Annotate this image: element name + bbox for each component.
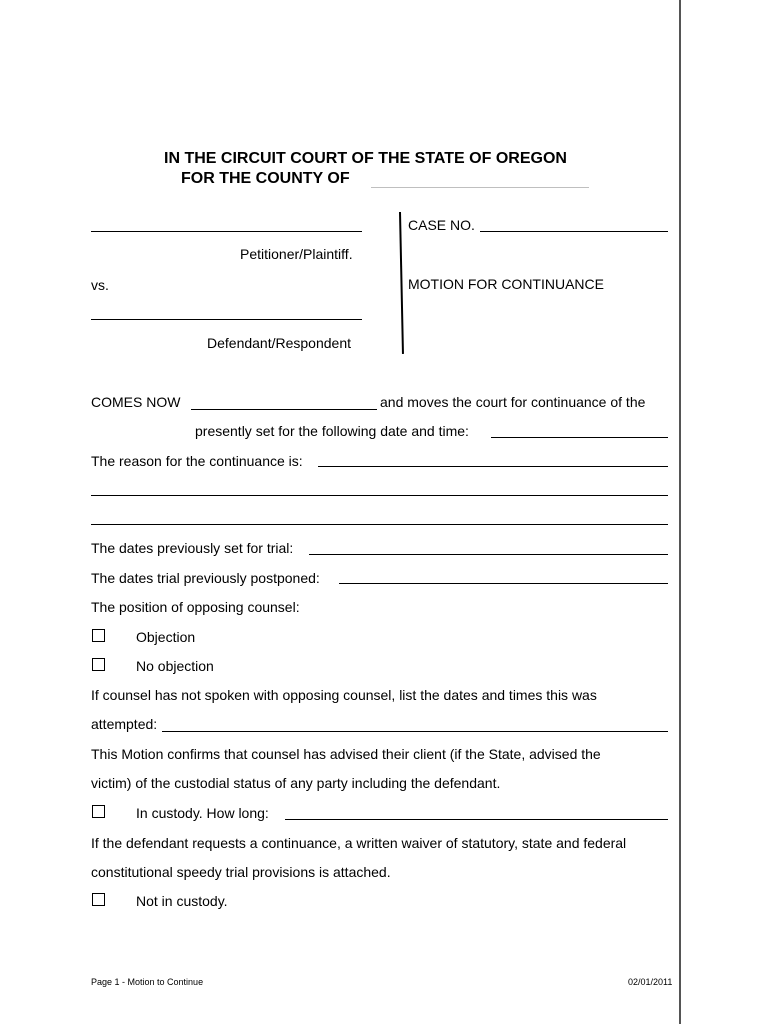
no-objection-checkbox[interactable] xyxy=(92,658,105,671)
footer-date: 02/01/2011 xyxy=(628,977,673,987)
reason-label: The reason for the continuance is: xyxy=(91,453,303,469)
motion-title: MOTION FOR CONTINUANCE xyxy=(408,276,604,292)
postponed-dates-label: The dates trial previously postponed: xyxy=(91,570,320,586)
waiver-text-1: If the defendant requests a continuance, a written waiver of statutory, state and federal xyxy=(91,835,627,851)
court-heading: IN THE CIRCUIT COURT OF THE STATE OF OREGON xyxy=(164,150,567,167)
no-objection-label: No objection xyxy=(136,658,214,674)
caption-divider xyxy=(399,212,403,354)
defendant-field[interactable] xyxy=(91,319,362,320)
footer-page-label: Page 1 - Motion to Continue xyxy=(91,977,204,987)
not-in-custody-checkbox[interactable] xyxy=(92,893,105,906)
in-custody-checkbox[interactable] xyxy=(92,805,105,818)
objection-label: Objection xyxy=(136,629,196,645)
case-no-field[interactable] xyxy=(480,231,668,232)
attempted-label: attempted: xyxy=(91,716,158,732)
not-in-custody-label: Not in custody. xyxy=(136,893,228,909)
not-spoken-text: If counsel has not spoken with opposing counsel, list the dates and times this was xyxy=(91,687,597,703)
confirms-text-1: This Motion confirms that counsel has advised their client (if the State, advised the xyxy=(91,746,601,762)
defendant-label: Defendant/Respondent xyxy=(207,335,351,351)
presently-set-text: presently set for the following date and time: xyxy=(195,423,469,439)
custody-length-field[interactable] xyxy=(285,819,668,820)
date-time-field[interactable] xyxy=(491,437,668,438)
confirms-text-2: victim) of the custodial status of any party including the defendant. xyxy=(91,775,501,791)
county-field[interactable] xyxy=(371,187,589,188)
petitioner-label: Petitioner/Plaintiff. xyxy=(240,246,353,262)
vs-label: vs. xyxy=(91,277,109,293)
moving-party-field[interactable] xyxy=(191,409,377,410)
petitioner-field[interactable] xyxy=(91,231,362,232)
page-edge xyxy=(679,0,681,1024)
waiver-text-2: constitutional speedy trial provisions is attached. xyxy=(91,864,391,880)
county-heading: FOR THE COUNTY OF xyxy=(181,170,350,187)
opposing-position-label: The position of opposing counsel: xyxy=(91,599,300,615)
objection-checkbox[interactable] xyxy=(92,629,105,642)
moves-text: and moves the court for continuance of the xyxy=(380,394,646,410)
in-custody-label: In custody. How long: xyxy=(136,805,269,821)
trial-dates-label: The dates previously set for trial: xyxy=(91,540,294,556)
case-no-label: CASE NO. xyxy=(408,217,475,233)
postponed-dates-field[interactable] xyxy=(339,583,668,584)
reason-field-line-1[interactable] xyxy=(318,466,668,467)
reason-field-line-2[interactable] xyxy=(91,495,668,496)
reason-field-line-3[interactable] xyxy=(91,524,668,525)
trial-dates-field[interactable] xyxy=(309,554,668,555)
comes-now-label: COMES NOW xyxy=(91,394,181,410)
attempted-field[interactable] xyxy=(162,731,668,732)
